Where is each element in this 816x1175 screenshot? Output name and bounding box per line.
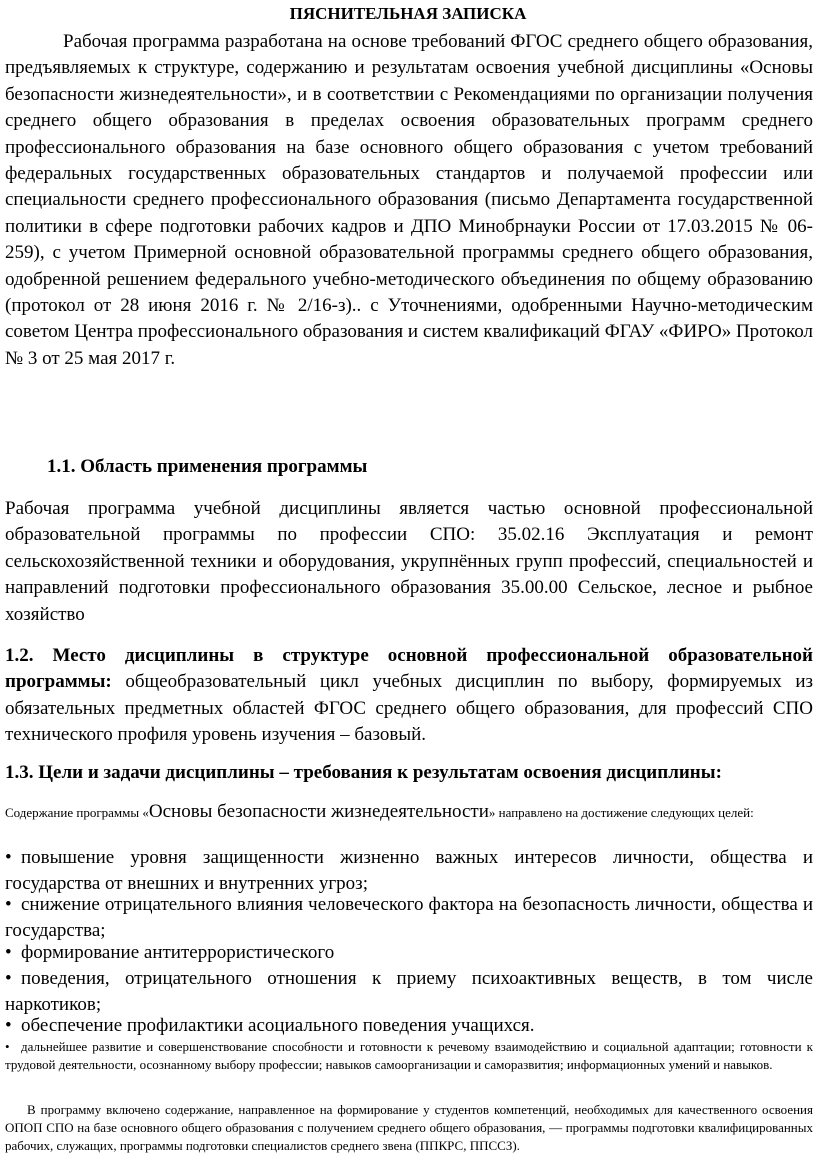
goal-text: дальнейшее развитие и совершенствование способности и готовности к речевому взаимодействию и социальной адаптации; готовности к трудовой деятельности, осознанному выбору профессии; навыков самоорганизации и саморазвития; информационных умений и навыков.: [5, 1039, 813, 1072]
bullet-icon: •: [5, 847, 12, 868]
goal-item: [5, 845, 813, 898]
goals-lead: [5, 801, 813, 824]
goal-text: снижение отрицательного влияния человеческого фактора на безопасность личности, общества и государства;: [5, 894, 813, 942]
goal-item: [5, 1013, 813, 1039]
goals-lead-post: » направлено на достижение следующих целей:: [488, 805, 754, 820]
section-1-2-paragraph: [5, 643, 813, 749]
section-1-2-text: общеобразовательный цикл учебных дисциплин по выбору, формируемых из обязательных предметных областей ФГОС среднего общего образования, для профессий СПО технического профиля уровень изучения – базовый.: [5, 671, 813, 746]
goal-text: формирование антитеррористического: [21, 942, 335, 963]
goals-lead-title: Основы безопасности жизнедеятельности: [148, 801, 489, 822]
goal-item: [5, 892, 813, 945]
document-title: ПЯСНИТЕЛЬНАЯ ЗАПИСКА: [289, 4, 527, 23]
goals-lead-pre: Содержание программы «: [5, 805, 149, 820]
closing-paragraph: В программу включено содержание, направленное на формирование у студентов компетенций, необходимых для качественного освоения ОПОП СПО на базе основного общего образования с получением среднего общего образования, — программы подготовки квалифицированных рабочих, служащих, программы подготовки специалистов среднего звена (ППКРС, ППССЗ).: [5, 1102, 813, 1153]
goal-item: [5, 966, 813, 1019]
goal-text: поведения, отрицательного отношения к приему психоактивных веществ, в том числе наркотиков;: [5, 968, 813, 1016]
section-1-2-heading: 1.2. Место дисциплины в структуре основной профессиональной образовательной программы:: [5, 645, 813, 693]
goal-item-small: [5, 1038, 813, 1073]
section-1-3-heading: 1.3. Цели и задачи дисциплины – требования к результатам освоения дисциплины:: [5, 762, 722, 783]
section-1-1-text: Рабочая программа учебной дисциплины является частью основной профессиональной образовательной программы по профессии СПО: 35.02.16 Эксплуатация и ремонт сельскохозяйственной техники и оборудования, укрупнённых групп профессий, специальностей и направлений подготовки профессионального образования 35.00.00 Сельское, лесное и рыбное хозяйство: [5, 498, 813, 625]
intro-paragraph: Рабочая программа разработана на основе требований ФГОС среднего общего образования, предъявляемых к структуре, содержанию и результатам освоения учебной дисциплины «Основы безопасности жизнедеятельности», и в соответствии с Рекомендациями по организации получения среднего общего образования в пределах освоения образовательных программ среднего профессионального образования на базе основного общего образования с учетом требований федеральных государственных образовательных стандартов и получаемой профессии или специальности среднего профессионального образования (письмо Департамента государственной политики в сфере подготовки рабочих кадров и ДПО Минобрнауки России от 17.03.2015 № 06-259), с учетом Примерной основной образовательной программы среднего общего образования, одобренной решением федерального учебно-методического объединения по общему образованию (протокол от 28 июня 2016 г. № 2/16-з).. с Уточнениями, одобренными Научно-методическим советом Центра профессионального образования и систем квалификаций ФГАУ «ФИРО» Протокол № 3 от 25 мая 2017 г.: [5, 31, 813, 369]
bullet-icon: •: [5, 942, 12, 963]
bullet-icon: •: [5, 1015, 12, 1036]
goal-text: обеспечение профилактики асоциального поведения учащихся.: [21, 1015, 535, 1036]
goal-text: повышение уровня защищенности жизненно важных интересов личности, общества и государства от внешних и внутренних угроз;: [5, 847, 813, 895]
goal-item: [5, 940, 813, 966]
bullet-icon: •: [5, 894, 12, 915]
bullet-icon: •: [5, 1039, 10, 1054]
bullet-icon: •: [5, 968, 12, 989]
section-1-1-heading: 1.1. Область применения программы: [47, 456, 368, 477]
